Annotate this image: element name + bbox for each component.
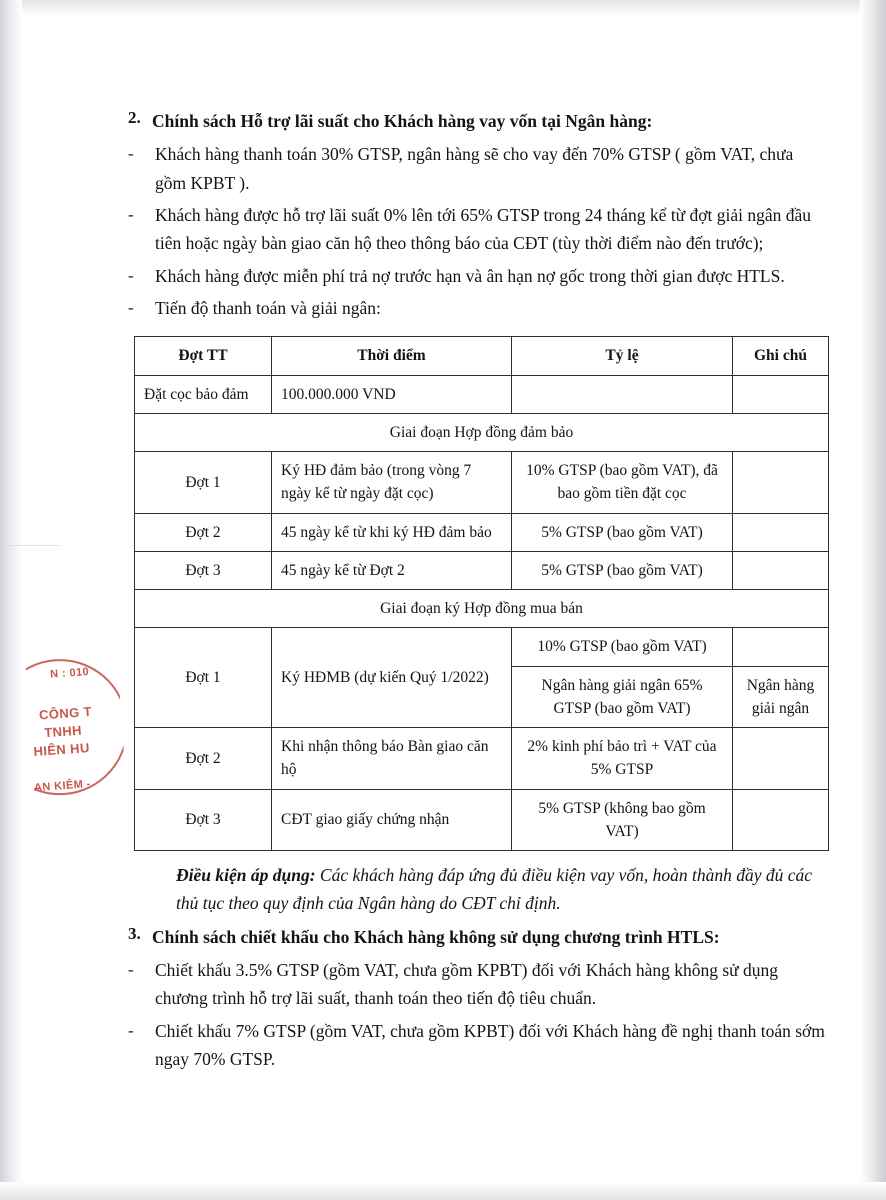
cell-ty-le: 5% GTSP (bao gồm VAT) [512,513,733,551]
list-item-text: Chiết khấu 3.5% GTSP (gồm VAT, chưa gồm KPBT) đối với Khách hàng không sử dụng chương trình hỗ trợ lãi suất, thanh toán theo tiến độ tiêu chuẩn. [155,960,779,1009]
bullet-dash-icon: - [128,1020,134,1040]
page-edge-shadow-left [0,0,22,1200]
list-item-text: Khách hàng được miễn phí trả nợ trước hạn và ân hạn nợ gốc trong thời gian được HTLS. [155,265,785,286]
table-row [135,628,829,666]
cell-thoi-diem: 45 ngày kể từ Đợt 2 [272,551,512,589]
cell-ty-le-top: 10% GTSP (bao gồm VAT) [512,628,733,666]
cell-ghi-chu [733,789,829,851]
condition-note-text: Các khách hàng đáp ứng đủ điều kiện vay vốn, hoàn thành đầy đủ các thủ tục theo quy định của Ngân hàng do CĐT chỉ định. [176,865,813,914]
section-3 [128,924,828,1074]
bullet-dash-icon: - [128,960,134,979]
page-edge-shadow-top [0,0,886,16]
page-edge-shadow-bottom [0,1182,886,1200]
table-row [135,728,829,790]
cell-dot-tt: Đợt 2 [135,728,272,790]
table-row [135,452,829,514]
table-header-row [135,337,829,375]
section-2-heading [128,108,828,134]
table-row [135,513,829,551]
cell-ghi-chu [733,375,829,413]
section-2 [128,108,828,322]
cell-thoi-diem: Ký HĐMB (dự kiến Quý 1/2022) [272,628,512,728]
cell-ghi-chu-bottom: Ngân hàng giải ngân [733,666,829,728]
list-item-text: Tiến độ thanh toán và giải ngân: [155,297,381,318]
cell-dot-tt: Đợt 2 [135,513,272,551]
payment-schedule-table [134,336,829,851]
table-band-row [135,590,829,628]
company-seal-stamp [25,649,127,807]
cell-ghi-chu [733,513,829,551]
cell-ghi-chu [733,452,829,514]
cell-ty-le: 5% GTSP (bao gồm VAT) [512,551,733,589]
cell-thoi-diem: Ký HĐ đảm bảo (trong vòng 7 ngày kể từ ngày đặt cọc) [272,452,512,514]
list-item [128,1017,828,1074]
list-item-text: Khách hàng thanh toán 30% GTSP, ngân hàng sẽ cho vay đến 70% GTSP ( gồm VAT, chưa gồm KPBT ). [155,144,794,193]
seal-line-3: TNHH [43,722,83,741]
cell-ty-le [512,375,733,413]
table-row [135,789,829,851]
cell-dot-tt: Đợt 3 [135,551,272,589]
cell-thoi-diem: Khi nhận thông báo Bàn giao căn hộ [272,728,512,790]
bullet-dash-icon: - [128,265,134,285]
table-row [135,375,829,413]
table-row [135,551,829,589]
cell-dot-tt: Đợt 1 [135,452,272,514]
cell-ghi-chu-top [733,628,829,666]
cell-ty-le: 5% GTSP (không bao gồm VAT) [512,789,733,851]
cell-dot-tt: Đặt cọc bảo đảm [135,375,272,413]
seal-line-4: HIÊN HU [33,740,91,760]
seal-ring [25,655,127,800]
band-label-hop-dong-mua-ban: Giai đoạn ký Hợp đồng mua bán [135,590,829,628]
cell-ty-le: 2% kinh phí bảo trì + VAT của 5% GTSP [512,728,733,790]
column-header-thoi-diem: Thời điểm [272,337,512,375]
bullet-dash-icon: - [128,297,134,317]
column-header-dot-tt: Đợt TT [135,337,272,375]
seal-line-5: AN KIÊM - [33,778,92,795]
list-item [128,956,828,1013]
band-label-hop-dong-dam-bao: Giai đoạn Hợp đồng đảm bảo [135,413,829,451]
condition-note [176,861,828,918]
bullet-dash-icon: - [128,204,134,224]
section-3-heading-text: Chính sách chiết khấu cho Khách hàng không sử dụng chương trình HTLS: [152,926,720,947]
document-content [128,108,828,1077]
list-item [128,262,828,290]
section-2-number: 2. [128,108,141,127]
section-3-heading [128,924,828,950]
section-3-number: 3. [128,923,141,943]
seal-line-2: CÔNG T [38,703,93,723]
column-header-ty-le: Tỷ lệ [512,337,733,375]
cell-ty-le-bottom: Ngân hàng giải ngân 65% GTSP (bao gồm VAT) [512,666,733,728]
bullet-dash-icon: - [128,144,134,164]
list-item [128,201,828,258]
list-item-text: Chiết khấu 7% GTSP (gồm VAT, chưa gồm KPBT) đối với Khách hàng đề nghị thanh toán sớm ngay 70% GTSP. [155,1020,825,1070]
column-header-ghi-chu: Ghi chú [733,337,829,375]
cell-ty-le: 10% GTSP (bao gồm VAT), đã bao gồm tiền đặt cọc [512,452,733,514]
cell-dot-tt: Đợt 3 [135,789,272,851]
page-edge-shadow-right [860,0,886,1200]
page-fold-line [0,545,60,546]
cell-thoi-diem: 45 ngày kể từ khi ký HĐ đảm bảo [272,513,512,551]
cell-ghi-chu [733,728,829,790]
seal-line-1: N : 010 [49,665,90,681]
list-item [128,294,828,322]
section-2-heading-text: Chính sách Hỗ trợ lãi suất cho Khách hàng vay vốn tại Ngân hàng: [152,111,653,131]
cell-thoi-diem: CĐT giao giấy chứng nhận [272,789,512,851]
list-item [128,140,828,197]
cell-ghi-chu [733,551,829,589]
table-band-row [135,413,829,451]
list-item-text: Khách hàng được hỗ trợ lãi suất 0% lên tới 65% GTSP trong 24 tháng kể từ đợt giải ngân đầu tiên hoặc ngày bàn giao căn hộ theo thông báo của CĐT (tùy thời điểm nào đến trước); [155,204,812,254]
condition-note-label: Điều kiện áp dụng: [176,865,316,886]
cell-thoi-diem: 100.000.000 VND [272,375,512,413]
cell-dot-tt: Đợt 1 [135,628,272,728]
